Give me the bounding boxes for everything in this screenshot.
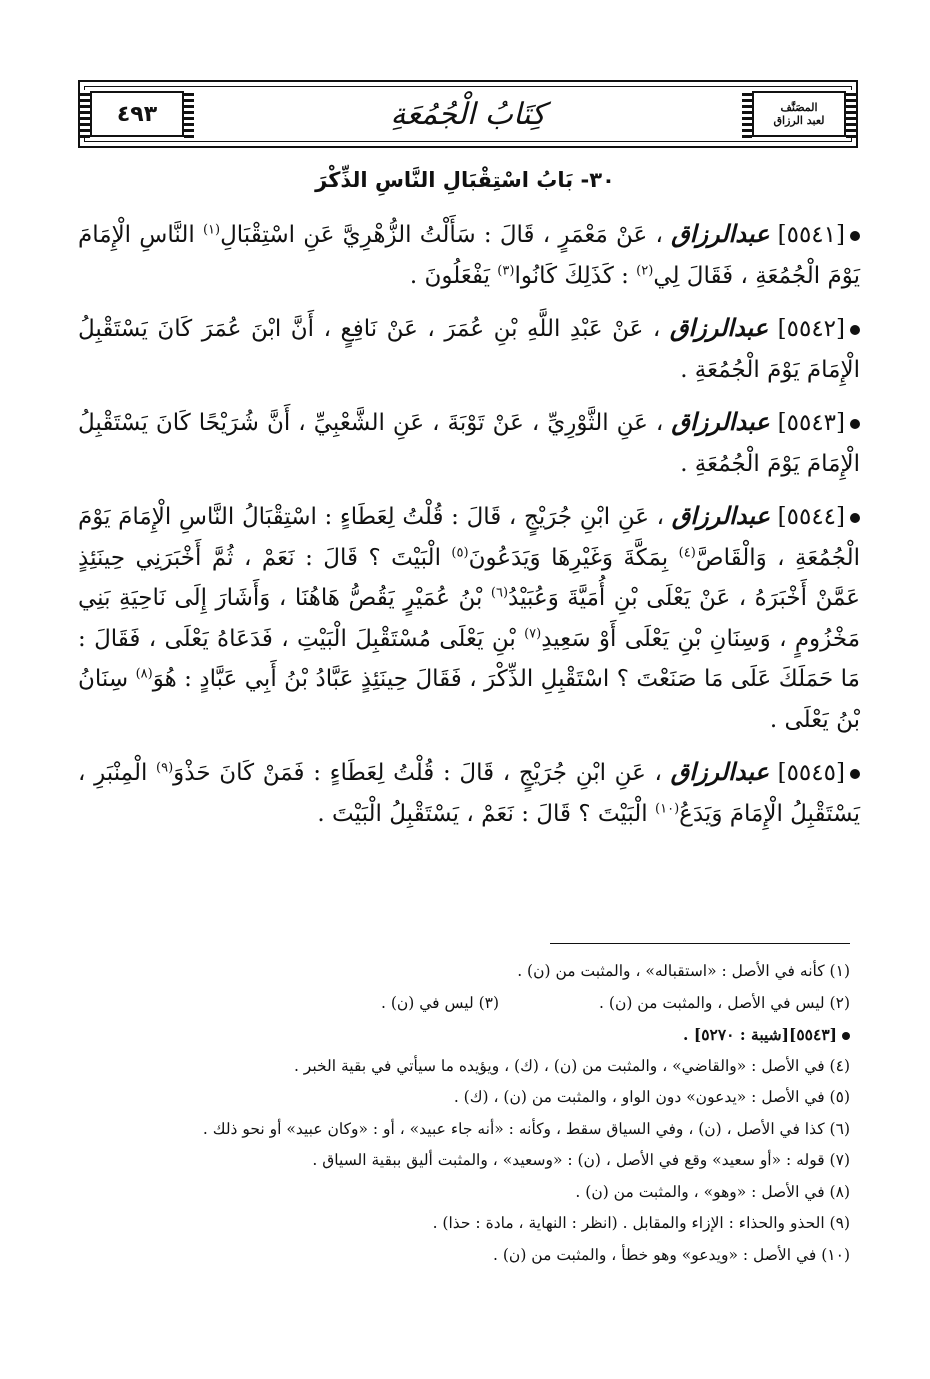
hadith-entry [78, 214, 860, 296]
footnote: (٣) ليس في (ن) . [381, 993, 500, 1012]
bullet-icon [850, 419, 860, 429]
footnote: (٢) ليس في الأصل ، والمثبت من (ن) . [599, 993, 850, 1012]
footnote: (٨) في الأصل : «وهو» ، والمثبت من (ن) . [575, 1182, 850, 1201]
footnote-ref[interactable]: (٢) [636, 262, 654, 278]
footnotes [70, 956, 850, 1271]
footnote-divider [550, 943, 850, 944]
hadith-number: [٥٥٤٣] [777, 410, 846, 436]
hadith-text: ، عَنِ ابْنِ جُرَيْجٍ ، قَالَ : قُلْتُ لِعَطَاءٍ : اسْتِقْبَالُ النَّاسِ الْإِمَامَ يَوْمَ الْجُمُعَةِ ، وَالْقَاصَّ [78, 504, 861, 571]
ornament-border [742, 90, 752, 138]
footnote-ref[interactable]: (٣) [497, 262, 515, 278]
book-seal-ornament [752, 91, 846, 137]
hadith-text: ، عَنْ عَبْدِ اللَّهِ بْنِ عُمَرَ ، عَنْ نَافِعٍ ، أَنَّ ابْنَ عُمَرَ كَانَ يَسْتَقْبِلُ الْإِمَامَ يَوْمَ الْجُمُعَةِ . [78, 316, 860, 383]
footnote-ref[interactable]: (٦) [490, 585, 509, 601]
source-reference [70, 1019, 850, 1051]
footnote: (٥) في الأصل : «يدعون» دون الواو ، والمثبت من (ن) ، (ك) . [453, 1088, 850, 1106]
hadith-text: بِمَكَّةَ وَغَيْرِهَا وَيَدَعُونَ [468, 544, 669, 571]
footnote-ref[interactable]: (٥) [451, 544, 469, 560]
narrator-name: عبدالرزاق [671, 501, 770, 530]
footnote: (١) كأنه في الأصل : «استقباله» ، والمثبت من (ن) . [517, 962, 850, 980]
footnote-ref[interactable]: (٩) [156, 760, 174, 776]
footnote-ref[interactable]: (٧) [524, 625, 542, 641]
hadith-number: [٥٥٤٤] [777, 504, 846, 530]
hadith-text: : كَذَلِكَ كَانُوا [514, 262, 629, 289]
narrator-name: عبدالرزاق [670, 757, 769, 786]
hadith-text: ، عَنِ ابْنِ جُرَيْجٍ ، قَالَ : قُلْتُ لِعَطَاءٍ : فَمَنْ كَانَ حَذْوَ [173, 760, 662, 786]
bullet-icon [850, 513, 860, 523]
hadith-list [78, 214, 860, 846]
narrator-name: عبدالرزاق [671, 219, 770, 248]
page-number-ornament [90, 91, 184, 137]
footnote-ref[interactable]: (٤) [678, 544, 696, 560]
hadith-entry [78, 308, 860, 390]
page-header [78, 80, 858, 148]
hadith-number: [٥٥٤٥] [777, 760, 845, 786]
footnote: (٧) قوله : «أو سعيد» وقع في الأصل ، (ن) : «وسعيد» ، والمثبت أليق ببقية السياق . [312, 1151, 850, 1169]
bullet-icon [850, 769, 860, 779]
seal-line: المصَنَّف [780, 101, 818, 114]
book-seal [774, 101, 825, 127]
hadith-text: سِنَانُ بْنُ يَعْلَى . [78, 666, 860, 733]
hadith-text: يَفْعَلُونَ . [409, 262, 490, 289]
footnote: (٦) كذا في الأصل ، (ن) ، وفي السياق سقط ، وكأنه : «أنه جاء عبيد» ، أو : «وكان عبيد» أو نحو ذلك . [202, 1119, 850, 1138]
hadith-text: الْبَيْتَ ؟ قَالَ : نَعَمْ ، ثُمَّ أَخْبَرَنِي حِينَئِذٍ عَمَّنْ أَخْبَرَهُ ، عَنْ يَعْلَى بْنِ أُمَيَّةَ وَعُبَيْدُ [78, 544, 861, 611]
hadith-text: بْنِ يَعْلَى مُسْتَقْبِلَ الْبَيْتِ ، فَدَعَاهُ يَعْلَى ، فَقَالَ : مَا حَمَلَكَ عَلَى مَا صَنَعْتَ ؟ اسْتَقْبِلِ الذِّكْرَ ، فَقَالَ حِينَئِذٍ عَبَّادُ بْنُ أَبِي عَبَّادٍ : هُوَ [78, 625, 860, 692]
bullet-icon [850, 325, 860, 335]
hadith-entry [78, 752, 860, 834]
footnote: (٤) في الأصل : «والقاضي» ، والمثبت من (ن) ، (ك) ، ويؤيده ما سيأتي في بقية الخبر . [293, 1056, 850, 1075]
hadith-text: بْنُ عُمَيْرٍ يَقُصُّ هَاهُنَا ، وَأَشَارَ إِلَى نَاحِيَةِ بَنِي مَخْزُومٍ ، وَسِنَانِ بْنِ يَعْلَى أَوْ سَعِيدِ [78, 585, 861, 652]
bullet-icon [850, 231, 860, 241]
book-title: كِتَابُ الْجُمُعَةِ [377, 97, 560, 132]
footnote-pair [70, 988, 850, 1020]
hadith-text: ، عَنِ الثَّوْرِيِّ ، عَنْ تَوْبَةَ ، عَنِ الشَّعْبِيِّ ، أَنَّ شُرَيْحًا كَانَ يَسْتَقْبِلُ الْإِمَامَ يَوْمَ الْجُمُعَةِ . [78, 410, 860, 477]
narrator-name: عبدالرزاق [669, 313, 769, 342]
seal-line: لعبد الرزاق [773, 114, 825, 127]
narrator-name: عبدالرزاق [671, 407, 770, 436]
footnote-ref[interactable]: (٨) [135, 666, 153, 682]
chapter-heading: ٣٠- بَابُ اسْتِقْبَالِ النَّاسِ الذِّكْرَ [315, 168, 615, 192]
hadith-text: النَّاسِ الْإِمَامَ يَوْمَ الْجُمُعَةِ ، فَقَالَ لِي [78, 222, 860, 289]
hadith-number: [٥٥٤٢] [777, 316, 846, 342]
ornament-border [80, 90, 90, 138]
hadith-number: [٥٥٤١] [777, 222, 845, 248]
footnote-ref[interactable]: (١٠) [655, 800, 680, 816]
footnote-ref[interactable]: (١) [202, 222, 221, 238]
ornament-border [184, 90, 194, 138]
ornament-border [846, 90, 856, 138]
page-number: ٤٩٣ [116, 101, 158, 127]
hadith-entry [78, 402, 860, 484]
hadith-entry [78, 496, 860, 740]
hadith-text: الْبَيْتَ ؟ قَالَ : نَعَمْ ، يَسْتَقْبِلُ الْبَيْتَ . [317, 800, 648, 827]
footnote: [٥٥٤٣][شيبة : ٥٢٧٠] . [683, 1025, 837, 1044]
hadith-text: الْمِنْبَرِ ، يَسْتَقْبِلُ الْإِمَامَ وَيَدَعُ [78, 760, 860, 827]
bullet-icon [842, 1032, 850, 1040]
footnote: (٩) الحذو والحذاء : الإزاء والمقابل . (انظر : النهاية ، مادة : حذا) . [432, 1214, 850, 1232]
hadith-text: ، عَنْ مَعْمَرٍ ، قَالَ : سَأَلْتُ الزُّهْرِيَّ عَنِ اسْتِقْبَالِ [220, 222, 663, 248]
footnote: (١٠) في الأصل : «ويدعو» وهو خطأ ، والمثبت من (ن) . [493, 1245, 850, 1264]
